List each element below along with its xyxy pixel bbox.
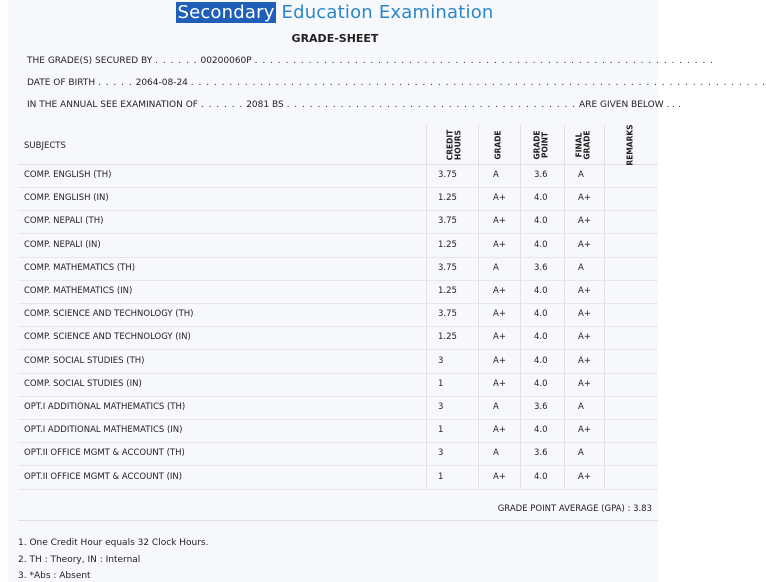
credit-hours-cell: 3.75: [438, 170, 457, 180]
dots: . . . . . .: [155, 56, 198, 66]
subject-cell: COMP. NEPALI (IN): [24, 239, 101, 250]
grade-cell: A: [493, 262, 499, 273]
credit-hours-cell: 3: [438, 355, 444, 366]
grade-point-cell: 4.0: [534, 332, 548, 343]
table-row: [18, 350, 658, 374]
final-grade-cell: A+: [578, 286, 591, 296]
final-grade-cell: A+: [578, 425, 591, 436]
dots: . . . . . .: [200, 100, 244, 110]
final-grade-cell: A+: [578, 216, 591, 227]
table-row: [18, 373, 658, 397]
grade-cell: A+: [493, 216, 506, 227]
final-grade-cell: A: [578, 448, 584, 459]
grade-point-cell: 3.6: [534, 262, 548, 273]
exam-year: 2081 BS: [246, 100, 284, 110]
credit-hours-cell: 1: [438, 378, 444, 389]
title-rest: Education Examination: [281, 2, 494, 23]
grade-cell: A+: [493, 425, 506, 436]
header-subjects: SUBJECTS: [24, 141, 66, 151]
subject-cell: OPT.I ADDITIONAL MATHEMATICS (IN): [24, 425, 183, 436]
grade-point-cell: 4.0: [534, 193, 548, 204]
grade-point-cell: 4.0: [534, 355, 548, 366]
grade-point-cell: 3.6: [534, 170, 548, 180]
header-grade: GRADE: [494, 130, 503, 160]
gpa-summary: GRADE POINT AVERAGE (GPA) : 3.83: [497, 504, 652, 514]
dob-label: DATE OF BIRTH: [27, 78, 96, 88]
credit-hours-cell: 1: [438, 425, 444, 436]
grade-point-cell: 3.6: [534, 402, 548, 412]
credit-hours-cell: 3.75: [438, 309, 457, 320]
credit-hours-cell: 3: [438, 402, 444, 412]
symbol-number: 00200060P: [200, 56, 252, 66]
sheet-subtitle: GRADE-SHEET: [291, 32, 379, 45]
note-item: 1. One Credit Hour equals 32 Clock Hours.: [18, 538, 209, 548]
note-item: 2. TH : Theory, IN : Internal: [18, 555, 141, 565]
table-row: [18, 419, 658, 443]
header-final-grade: FINAL GRADE: [575, 130, 592, 160]
grade-cell: A+: [493, 471, 506, 482]
dob-value: 2064-08-24: [135, 78, 188, 88]
page-title: [0, 2, 670, 23]
subject-cell: COMP. SOCIAL STUDIES (TH): [24, 355, 145, 366]
grade-cell: A+: [493, 286, 506, 296]
subject-cell: COMP. ENGLISH (TH): [24, 170, 112, 180]
subject-cell: COMP. SCIENCE AND TECHNOLOGY (IN): [24, 332, 191, 343]
final-grade-cell: A+: [578, 193, 591, 204]
grade-cell: A: [493, 170, 499, 180]
notes-section: [18, 520, 658, 581]
credit-hours-cell: 1.25: [438, 332, 457, 343]
subject-cell: COMP. MATHEMATICS (IN): [24, 286, 133, 296]
title-highlight: Secondary: [177, 2, 275, 23]
subject-cell: OPT.II OFFICE MGMT & ACCOUNT (IN): [24, 471, 183, 482]
grades-secured-line: [27, 56, 714, 66]
subject-cell: COMP. SOCIAL STUDIES (IN): [24, 378, 142, 389]
exam-label: IN THE ANNUAL SEE EXAMINATION OF: [27, 100, 198, 110]
table-row: [18, 164, 658, 188]
final-grade-cell: A+: [578, 239, 591, 250]
grade-cell: A+: [493, 193, 506, 204]
table-row: [18, 326, 658, 350]
grade-cell: A+: [493, 309, 506, 320]
credit-hours-cell: 3.75: [438, 216, 457, 227]
grade-cell: A: [493, 448, 499, 459]
final-grade-cell: A: [578, 170, 584, 180]
credit-hours-cell: 1.25: [438, 286, 457, 296]
grade-point-cell: 4.0: [534, 239, 548, 250]
subject-cell: OPT.II OFFICE MGMT & ACCOUNT (TH): [24, 448, 185, 459]
exam-end: ARE GIVEN BELOW . . .: [579, 100, 681, 110]
grade-cell: A: [493, 402, 499, 412]
table-row: [18, 257, 658, 281]
grade-point-cell: 4.0: [534, 425, 548, 436]
dots: . . . . .: [97, 78, 133, 88]
grade-point-cell: 4.0: [534, 216, 548, 227]
note-item: 3. *Abs : Absent: [18, 571, 91, 581]
exam-line: [27, 100, 681, 110]
grade-cell: A+: [493, 355, 506, 366]
final-grade-cell: A+: [578, 332, 591, 343]
table-row: [18, 396, 658, 420]
credit-hours-cell: 1.25: [438, 193, 457, 204]
dots: . . . . . . . . . . . . . . . . . . . . . . . . . . . . . . . . . . . . . . . . . . . . . . . . . . . . . . . . . . . .: [254, 56, 715, 66]
credit-hours-cell: 1: [438, 471, 444, 482]
table-row: [18, 187, 658, 211]
final-grade-cell: A+: [578, 378, 591, 389]
table-row: [18, 442, 658, 466]
subject-cell: COMP. NEPALI (TH): [24, 216, 104, 227]
grades-label: THE GRADE(S) SECURED BY: [27, 56, 153, 66]
dots: . . . . . . . . . . . . . . . . . . . . . . . . . . . . . . . . . . . . . . . . . . . . . . . . . . . . . . . . . . . . . . . . . . . . . . . . . . .: [190, 78, 766, 88]
credit-hours-cell: 1.25: [438, 239, 457, 250]
subject-cell: OPT.I ADDITIONAL MATHEMATICS (TH): [24, 402, 186, 412]
final-grade-cell: A: [578, 262, 584, 273]
header-credit-hours: CREDIT HOURS: [445, 129, 463, 161]
table-row: [18, 234, 658, 258]
grade-point-cell: 4.0: [534, 471, 548, 482]
date-of-birth-line: [27, 78, 766, 88]
subject-cell: COMP. MATHEMATICS (TH): [24, 262, 136, 273]
final-grade-cell: A+: [578, 471, 591, 482]
table-row: [18, 210, 658, 234]
header-grade-point: GRADE POINT: [533, 130, 550, 160]
subject-cell: COMP. SCIENCE AND TECHNOLOGY (TH): [24, 309, 194, 320]
grade-cell: A+: [493, 239, 506, 250]
grade-point-cell: 4.0: [534, 309, 548, 320]
grade-point-cell: 3.6: [534, 448, 548, 459]
credit-hours-cell: 3.75: [438, 262, 457, 273]
final-grade-cell: A+: [578, 309, 591, 320]
credit-hours-cell: 3: [438, 448, 444, 459]
grade-cell: A+: [493, 332, 506, 343]
grade-cell: A+: [493, 378, 506, 389]
dots: . . . . . . . . . . . . . . . . . . . . . . . . . . . . . . . . . . . . . .: [286, 100, 577, 110]
table-row: [18, 303, 658, 327]
final-grade-cell: A+: [578, 355, 591, 366]
final-grade-cell: A: [578, 402, 584, 412]
table-header: [18, 124, 658, 165]
table-row: [18, 466, 658, 490]
table-row: [18, 280, 658, 304]
header-remarks: REMARKS: [626, 124, 635, 166]
grade-point-cell: 4.0: [534, 286, 548, 296]
subject-cell: COMP. ENGLISH (IN): [24, 193, 109, 204]
grade-point-cell: 4.0: [534, 378, 548, 389]
